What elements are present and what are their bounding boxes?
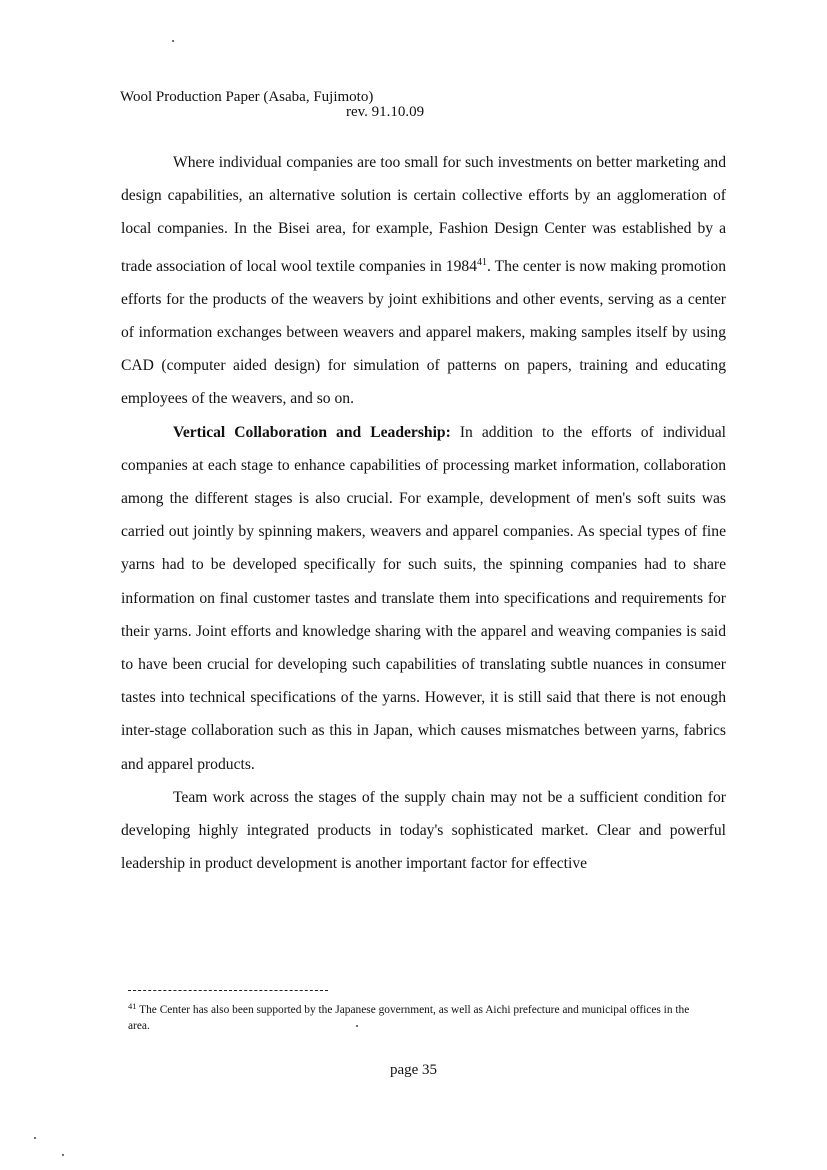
paragraph-text: Team work across the stages of the supply chain may not be a sufficient condition for developing highly integrated products in today's sophisticated market. Clear and powerful leadership in product development is another important factor for effective	[121, 788, 726, 873]
revision-date: rev. 91.10.09	[346, 104, 425, 120]
paragraph-vertical-collaboration	[121, 416, 726, 781]
paragraph-text-continued: . The center is now making promotion efforts for the products of the weavers by joint exhibitions and other events, serving as a center of information exchanges between weavers and apparel makers, making samples itself by using CAD (computer aided design) for simulation of patterns on papers, training and educating employees of the weavers, and so on.	[121, 257, 727, 408]
footnote-reference: 41	[477, 256, 487, 268]
page-number: page 35	[389, 1062, 438, 1078]
footnote-number: 41	[128, 1001, 137, 1011]
footnote	[128, 998, 708, 1034]
footnote-separator	[128, 990, 328, 991]
paragraph-team-work	[121, 781, 726, 881]
section-run-in-heading: Vertical Collaboration and Leadership:	[173, 423, 451, 441]
paragraph-collective-efforts	[121, 146, 726, 416]
running-header-title: Wool Production Paper (Asaba, Fujimoto)	[120, 89, 374, 105]
paragraph-text: Where individual companies are too small for such investments on better marketing and design capabilities, an alternative solution is certain collective efforts by an agglomeration of local companies. In the Bisei area, for example, Fashion Design Center was established by a trade association of local wool textile companies in 1984	[121, 154, 726, 275]
scan-speck	[356, 1025, 358, 1027]
body-text	[121, 146, 726, 880]
footnote-text: The Center has also been supported by the Japanese government, as well as Aichi prefecture and municipal offices in the area.	[128, 1004, 690, 1032]
paragraph-text: In addition to the efforts of individual companies at each stage to enhance capabilities of processing market information, collaboration among the different stages is also crucial. For example, development of men's soft suits was carried out jointly by spinning makers, weavers and apparel companies. As special types of fine yarns had to be developed specifically for such suits, the spinning companies had to share information on final customer tastes and translate them into specifications and requirements for their yarns. Joint efforts and knowledge sharing with the apparel and weaving companies is said to have been crucial for developing such capabilities of translating subtle nuances in consumer tastes into technical specifications of the yarns. However, it is still said that there is not enough inter-stage collaboration such as this in Japan, which causes mismatches between yarns, fabrics and apparel products.	[121, 423, 726, 773]
scan-speck	[172, 40, 174, 42]
scan-speck	[62, 1154, 64, 1156]
scan-speck	[34, 1137, 36, 1139]
